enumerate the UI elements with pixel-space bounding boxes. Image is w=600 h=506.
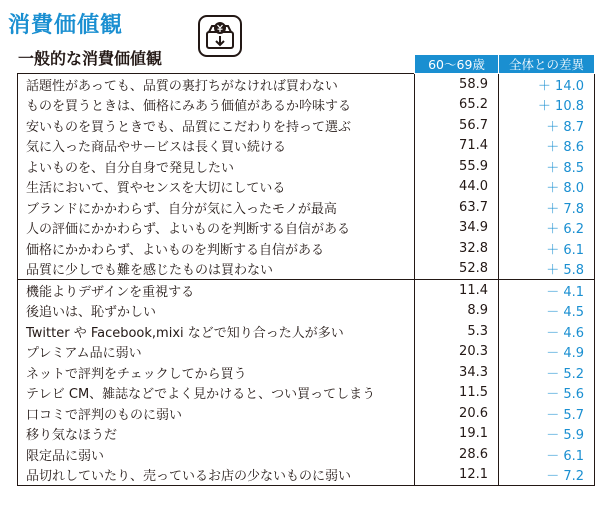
page-title: 消費価値観 [8,13,124,38]
wallet-with-yen-icon-graphic [200,17,240,55]
row-value: 11.5 [415,383,499,404]
row-value: 56.7 [415,115,499,136]
row-item: ものを買うときは、価格にみあう価値があるか吟味する [18,95,415,116]
row-value: 20.3 [415,342,499,363]
row-difference: ＋ 6.2 [546,222,584,238]
row-difference: － 6.1 [546,448,584,464]
header-difference: 全体との差異 [499,55,595,74]
row-value: 8.9 [415,301,499,322]
row-item: 人の評価にかかわらず、よいものを判断する自信がある [18,218,415,239]
row-value: 55.9 [415,156,499,177]
table-row [18,197,595,218]
row-item: 機能よりデザインを重視する [18,280,415,301]
row-value: 34.9 [415,218,499,239]
row-value: 5.3 [415,321,499,342]
row-difference: － 7.2 [546,469,584,485]
table-row [18,342,595,363]
row-difference: ＋ 8.5 [546,160,584,176]
table-row [18,95,595,116]
table-row [18,115,595,136]
row-value: 63.7 [415,197,499,218]
row-item: 価格にかかわらず、よいものを判断する自信がある [18,238,415,259]
row-difference: － 5.2 [546,366,584,382]
row-value: 65.2 [415,95,499,116]
row-item: 生活において、質やセンスを大切にしている [18,177,415,198]
row-difference: ＋ 10.8 [537,99,584,115]
section-subtitle: 一般的な消費価値観 [18,49,163,68]
row-item: 話題性があっても、品質の裏打ちがなければ買わない [18,74,415,95]
row-value: 32.8 [415,238,499,259]
row-difference: － 4.6 [546,325,584,341]
row-difference: ＋ 14.0 [537,78,584,94]
wallet-with-yen-icon [198,15,242,57]
row-difference: ＋ 8.6 [546,140,584,156]
row-item: 安いものを買うときでも、品質にこだわりを持って選ぶ [18,115,415,136]
row-difference: － 4.1 [499,280,595,301]
row-item: 移り気なほうだ [18,424,415,445]
row-difference: － 4.5 [546,305,584,321]
row-item: よいものを、自分自身で発見したい [18,156,415,177]
table-row [18,362,595,383]
row-value: 34.3 [415,362,499,383]
row-item: ネットで評判をチェックしてから買う [18,362,415,383]
row-item: 品切れしていたり、売っているお店の少ないものに弱い [18,465,415,486]
row-item: 後追いは、恥ずかしい [18,301,415,322]
row-difference: ＋ 6.1 [546,242,584,258]
row-item: 気に入った商品やサービスは長く買い続ける [18,136,415,157]
table-row [18,280,595,301]
table-row [18,238,595,259]
row-difference: ＋ 8.7 [546,119,584,135]
table-row [18,424,595,445]
row-item: テレビ CM、雑誌などでよく見かけると、つい買ってしまう [18,383,415,404]
table-row [18,74,595,95]
table-row [18,301,595,322]
row-item: プレミアム品に弱い [18,342,415,363]
table-row [18,218,595,239]
row-item: 口コミで評判のものに弱い [18,403,415,424]
table-row [18,259,595,280]
table-row [18,156,595,177]
row-value: 20.6 [415,403,499,424]
table-row [18,403,595,424]
row-value: 71.4 [415,136,499,157]
row-item: Twitter や Facebook,mixi などで知り合った人が多い [18,321,415,342]
row-value: 11.4 [415,280,499,301]
row-value: 44.0 [415,177,499,198]
row-difference: ＋ 7.8 [546,201,584,217]
consumer-values-table [17,54,595,486]
row-value: 58.9 [415,74,499,95]
table-row [18,465,595,486]
row-difference: ＋ 5.8 [546,263,584,279]
row-item: 品質に少しでも難を感じたものは買わない [18,259,415,280]
row-difference: － 5.6 [546,387,584,403]
table-header-row [18,55,595,74]
row-difference: － 5.7 [546,407,584,423]
header-item [18,55,415,74]
table-row [18,383,595,404]
row-difference: ＋ 8.0 [546,181,584,197]
row-value: 28.6 [415,444,499,465]
row-value: 52.8 [415,259,499,280]
table-row [18,321,595,342]
row-item: ブランドにかかわらず、自分が気に入ったモノが最高 [18,197,415,218]
row-difference: － 4.9 [546,346,584,362]
row-value: 19.1 [415,424,499,445]
row-difference: － 5.9 [546,428,584,444]
table-body [18,74,595,486]
header-age-group: 60～69歳 [415,55,499,74]
table-row [18,444,595,465]
table-row [18,177,595,198]
table-row [18,136,595,157]
row-value: 12.1 [415,465,499,486]
row-item: 限定品に弱い [18,444,415,465]
